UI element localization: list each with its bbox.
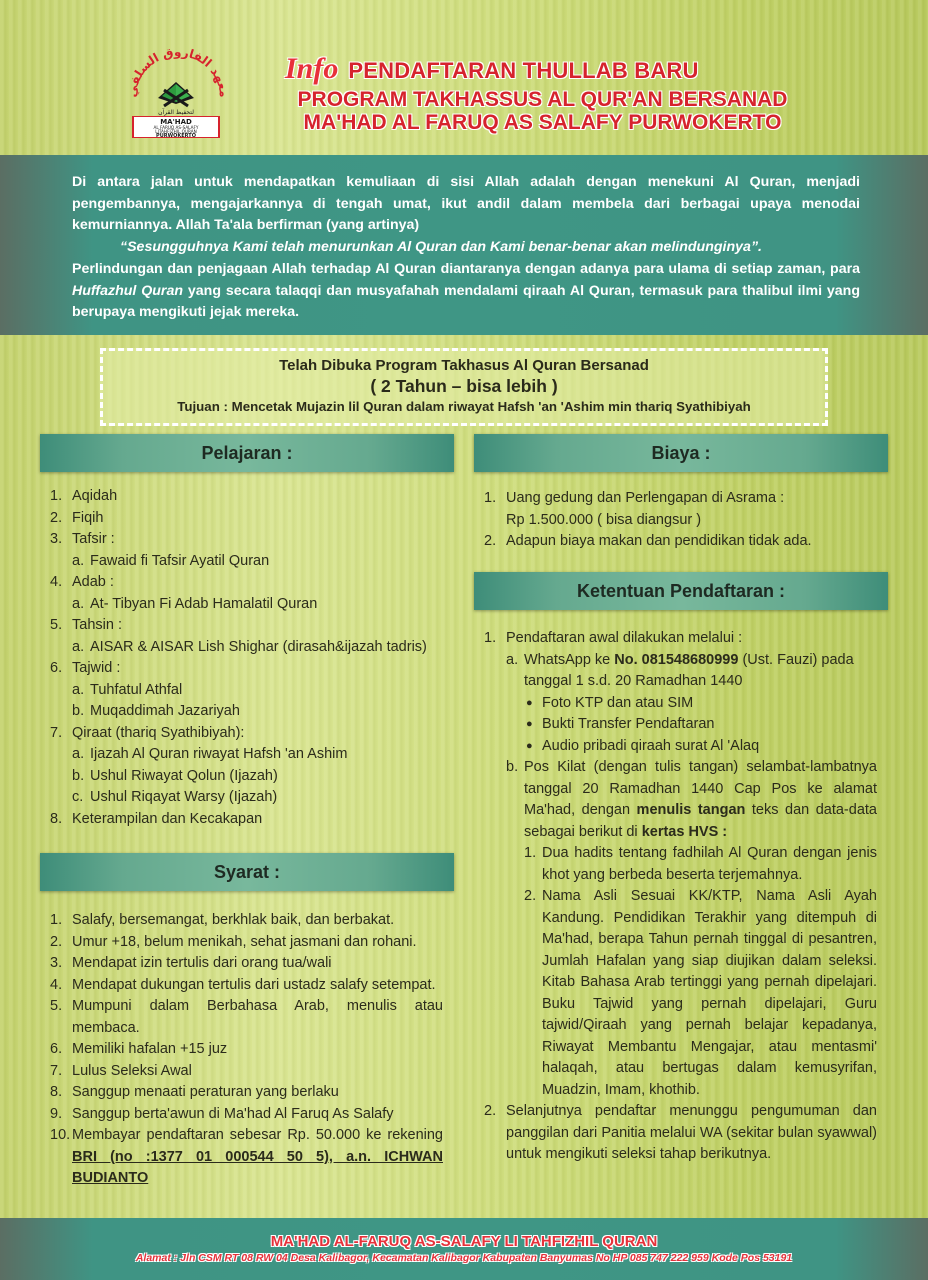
whatsapp-text-b: (Ust. Fauzi) pada tanggal 1 s.d. 20 Ramadhan 1440 <box>524 651 854 689</box>
requirement-bullet: ● Foto KTP dan atau SIM <box>524 693 877 715</box>
ketentuan-pos <box>506 757 877 1101</box>
pelajaran-item-text: Adab : <box>72 574 114 590</box>
program-goal: Tujuan : Mencetak Mujazin lil Quran dalam riwayat Hafsh 'an 'Ashim min thariq Syathibiyah <box>177 399 751 414</box>
program-announcement <box>100 348 828 426</box>
syarat-item-10 <box>50 1125 443 1190</box>
pelajaran-subitem-letter: a. <box>72 595 85 612</box>
pelajaran-item-number: 3. <box>50 531 63 547</box>
pelajaran-subitem <box>72 744 450 766</box>
syarat-item <box>50 910 443 932</box>
logo-line3: LITAHFIZHIL QURAN <box>155 129 197 134</box>
pelajaran-subitem-letter: c. <box>72 789 84 805</box>
ketentuan-item-1-text: Pendaftaran awal dilakukan melalui : <box>506 630 743 646</box>
pelajaran-sublist <box>72 551 450 573</box>
whatsapp-number: No. 081548680999 <box>614 651 739 668</box>
pelajaran-subitem-letter: a. <box>72 746 85 762</box>
biaya-list <box>484 488 884 553</box>
syarat-item <box>50 932 443 954</box>
header-title-row <box>285 48 815 84</box>
pos-item <box>524 886 877 1101</box>
pelajaran-subitem-text: At- Tibyan Fi Adab Hamalatil Quran <box>90 595 318 612</box>
whatsapp-letter: a. <box>506 651 519 668</box>
pelajaran-subitem <box>72 701 450 723</box>
header-mahad: MA'HAD AL FARUQ AS SALAFY PURWOKERTO <box>303 111 782 134</box>
syarat-heading: Syarat : <box>213 861 281 882</box>
pelajaran-item <box>50 658 450 723</box>
bank-account: BRI (no :1377 01 000544 50 5), a.n. ICHWAN BUDIANTO <box>72 1148 443 1186</box>
ketentuan-list <box>484 628 877 1166</box>
requirement-bullet: ● Bukti Transfer Pendaftaran <box>524 714 877 736</box>
pelajaran-item <box>50 529 450 572</box>
syarat-item-number: 6. <box>50 1041 63 1057</box>
pelajaran-heading: Pelajaran : <box>201 442 293 463</box>
footer-name: MA'HAD AL-FARUQ AS-SALAFY LI TAHFIZHIL QURAN <box>270 1233 658 1250</box>
ketentuan-item-1-number: 1. <box>484 630 497 646</box>
footer-address: Alamat : Jln CSM RT 08 RW 04 Desa Kalibagor, Kecamatan Kalibagor Kabupaten Banyumas No HP 085 747 222 959 Kode Pos 53191 <box>135 1252 793 1264</box>
mahad-logo <box>118 38 234 138</box>
footer <box>0 1218 928 1280</box>
pos-item-text: Dua hadits tentang fadhilah Al Quran dengan jenis khot yang berbeda beserta terjemahnya. <box>542 845 877 883</box>
program-line1: Telah Dibuka Program Takhasus Al Quran Bersanad <box>279 357 649 374</box>
pelajaran-sublist <box>72 594 450 616</box>
pelajaran-subitem-text: AISAR & AISAR Lish Shighar (dirasah&ijazah tadris) <box>90 638 427 655</box>
header-subtitle <box>250 88 835 134</box>
pelajaran-item-number: 7. <box>50 724 63 741</box>
syarat-item <box>50 975 443 997</box>
pelajaran-subitem-letter: a. <box>72 552 85 569</box>
pelajaran-item-number: 4. <box>50 574 63 590</box>
syarat-item <box>50 1061 443 1083</box>
biaya-item-number: 2. <box>484 533 497 549</box>
syarat-item-number: 5. <box>50 998 63 1014</box>
pos-item-text: Nama Asli Sesuai KK/KTP, Nama Asli Ayah Kandung. Pendidikan Terakhir yang ditempuh di Ma'had, berapa Tahun pernah tinggal di pesantren, Jumlah Hafalan yang siap diujikan dalam seleksi. Kitab Bahasa Arab tertinggi yang pernah dipelajari. Buku Tajwid yang pernah dipelajari, Guru tajwid/Qiraah yang pernah belajar kepadanya, Riwayat Membantu Mengajar, atau mentasmi' halaqah, atau bertugas dalam kemusyrifan, Muadzin, Imam, khothib. <box>542 888 877 1098</box>
pos-item <box>524 843 877 886</box>
program-duration: ( 2 Tahun – bisa lebih ) <box>370 376 558 396</box>
biaya-item <box>484 488 884 531</box>
syarat-item-number: 2. <box>50 933 63 950</box>
header-program: PROGRAM TAKHASSUS AL QUR'AN BERSANAD <box>297 88 788 111</box>
syarat-item-text: Lulus Seleksi Awal <box>72 1062 192 1079</box>
intro-p2-end: yang secara talaqqi dan musyafahah mendalami qiraah Al Quran, termasuk para thalibul ilmi yang berupaya mengikuti jejak mereka. <box>72 282 860 321</box>
pelajaran-item-text: Tahsin : <box>72 617 122 633</box>
intro-paragraph-2 <box>72 259 860 324</box>
requirement-bullet: ● Audio pribadi qiraah surat Al 'Alaq <box>524 736 877 758</box>
pelajaran-item-number: 2. <box>50 509 63 526</box>
ketentuan-item-1 <box>484 628 877 1101</box>
header-title: PENDAFTARAN THULLAB BARU <box>348 58 699 83</box>
pos-bold-1: menulis tangan <box>636 802 746 818</box>
pelajaran-subitem-text: Ushul Riwayat Qolun (Ijazah) <box>90 767 278 784</box>
syarat-item <box>50 953 443 975</box>
syarat-item-number: 1. <box>50 912 63 928</box>
pelajaran-subitem <box>72 594 450 616</box>
pelajaran-item-text: Fiqih <box>72 509 104 526</box>
syarat-item-number: 9. <box>50 1105 63 1122</box>
pelajaran-subitem <box>72 766 450 788</box>
syarat-item <box>50 1082 443 1104</box>
pelajaran-item-text: Aqidah <box>72 488 118 504</box>
ketentuan-item-2-text: Selanjutnya pendaftar menunggu pengumuman dan panggilan dari Panitia melalui WA (sekitar bulan syawwal) untuk mengikuti seleksi tahap berikutnya. <box>506 1103 877 1162</box>
pos-text-a: Pos Kilat (dengan tulis tangan) selambat-lambatnya tanggal 20 Ramadhan 1440 Cap Pos ke alamat Ma'had, dengan <box>524 759 877 818</box>
pelajaran-subitem <box>72 637 450 659</box>
pelajaran-item-text: Qiraat (thariq Syathibiyah): <box>72 724 245 741</box>
pelajaran-subitem-text: Ijazah Al Quran riwayat Hafsh 'an Ashim <box>90 746 348 762</box>
logo-line4: PURWOKERTO <box>156 133 196 138</box>
biaya-heading: Biaya : <box>651 442 711 463</box>
pelajaran-sublist <box>72 680 450 723</box>
pelajaran-item-number: 1. <box>50 488 63 504</box>
pelajaran-item-number: 6. <box>50 660 63 676</box>
pelajaran-subitem-letter: a. <box>72 638 85 655</box>
syarat-item-text: Umur +18, belum menikah, sehat jasmani dan rohani. <box>72 933 417 950</box>
pelajaran-item <box>50 615 450 658</box>
syarat-item <box>50 996 443 1039</box>
syarat-item <box>50 1039 443 1061</box>
pelajaran-item-text: Tafsir : <box>72 531 115 547</box>
intro-text <box>72 172 860 324</box>
biaya-header <box>474 434 888 472</box>
ketentuan-header <box>474 572 888 610</box>
pelajaran-item <box>50 809 450 831</box>
syarat-item-number: 3. <box>50 955 63 971</box>
syarat-item-10-number: 10. <box>50 1127 71 1143</box>
pelajaran-item <box>50 572 450 615</box>
syarat-header <box>40 853 454 891</box>
whatsapp-text-a: WhatsApp ke <box>524 651 615 668</box>
pos-item-number: 1. <box>524 845 537 861</box>
ketentuan-item-2 <box>484 1101 877 1166</box>
syarat-item-number: 8. <box>50 1084 63 1100</box>
intro-p2-start: Perlindungan dan penjagaan Allah terhadap Al Quran diantaranya dengan adanya para ulama di setiap zaman, para <box>72 260 860 277</box>
pos-text-b: teks dan data-data sebagai berikut di <box>524 802 877 840</box>
pelajaran-item-text: Tajwid : <box>72 660 121 676</box>
pelajaran-list <box>50 486 450 830</box>
syarat-item-text: Salafy, bersemangat, berkhlak baik, dan berbakat. <box>72 912 395 928</box>
syarat-item-text: Mendapat izin tertulis dari orang tua/wali <box>72 955 332 971</box>
pelajaran-subitem-text: Ushul Riqayat Warsy (Ijazah) <box>90 789 278 805</box>
pelajaran-subitem-text: Muqaddimah Jazariyah <box>90 703 240 719</box>
pelajaran-item-text: Keterampilan dan Kecakapan <box>72 810 263 827</box>
logo-arabic-sub: لتحفيظ القرآن <box>158 109 194 116</box>
intro-quote: “Sesungguhnya Kami telah menurunkan Al Quran dan Kami benar-benar akan melindunginya”. <box>120 239 762 256</box>
logo-emblem <box>118 38 234 138</box>
intro-p2-emphasis: Huffazhul Quran <box>72 282 184 299</box>
pelajaran-sublist <box>72 744 450 809</box>
info-label: Info <box>285 52 339 85</box>
pelajaran-subitem <box>72 680 450 702</box>
syarat-item-text: Mumpuni dalam Berbahasa Arab, menulis atau membaca. <box>72 998 443 1036</box>
pelajaran-subitem-letter: a. <box>72 681 85 698</box>
pelajaran-subitem <box>72 787 450 809</box>
pos-item-number: 2. <box>524 888 537 904</box>
syarat-item-number: 4. <box>50 976 63 993</box>
biaya-item-number: 1. <box>484 490 497 506</box>
ketentuan-heading: Ketentuan Pendaftaran : <box>576 580 786 601</box>
syarat-item <box>50 1104 443 1126</box>
biaya-item-text: Uang gedung dan Perlengapan di Asrama : <box>506 490 785 506</box>
syarat-item-text: Sanggup menaati peraturan yang berlaku <box>72 1084 339 1100</box>
syarat-item-text: Sanggup berta'awun di Ma'had Al Faruq As Salafy <box>72 1105 394 1122</box>
pelajaran-subitem-text: Tuhfatul Athfal <box>90 681 183 698</box>
ketentuan-item-2-number: 2. <box>484 1103 497 1119</box>
biaya-item-amount: Rp 1.500.000 ( bisa diangsur ) <box>506 511 702 528</box>
pelajaran-item <box>50 723 450 809</box>
pelajaran-subitem-letter: b. <box>72 767 85 784</box>
ketentuan-whatsapp <box>506 650 877 758</box>
pelajaran-item <box>50 486 450 508</box>
pelajaran-item <box>50 508 450 530</box>
pelajaran-subitem-text: Fawaid fi Tafsir Ayatil Quran <box>90 552 270 569</box>
pelajaran-subitem <box>72 551 450 573</box>
syarat-list <box>50 910 443 1190</box>
pelajaran-item-number: 8. <box>50 810 63 827</box>
logo-line2: AL FARUQ AS-SALAFY <box>153 125 199 130</box>
syarat-item-number: 7. <box>50 1062 63 1079</box>
logo-arabic-arc: معهد الفاروق السلفي <box>124 44 232 99</box>
syarat-item-text: Mendapat dukungan tertulis dari ustadz salafy setempat. <box>72 976 436 993</box>
pos-letter: b. <box>506 759 519 775</box>
pelajaran-header <box>40 434 454 472</box>
intro-paragraph-1: Di antara jalan untuk mendapatkan kemuliaan di sisi Allah adalah dengan menekuni Al Quran, menjadi pengembannya, mengajarkannya di tengah umat, ikut andil dalam membela dari berbagai upaya menodai kemurniannya. Allah Ta'ala berfirman (yang artinya) <box>72 174 860 234</box>
syarat-item-text: Memiliki hafalan +15 juz <box>72 1041 228 1057</box>
pelajaran-sublist <box>72 637 450 659</box>
syarat-item-10-text: Membayar pendaftaran sebesar Rp. 50.000 ke rekening <box>72 1127 443 1143</box>
biaya-item-text: Adapun biaya makan dan pendidikan tidak ada. <box>506 533 812 549</box>
pos-bold-2: kertas HVS : <box>641 823 728 840</box>
pelajaran-item-number: 5. <box>50 617 63 633</box>
pelajaran-subitem-letter: b. <box>72 703 85 719</box>
biaya-item <box>484 531 884 553</box>
logo-line1: MA'HAD <box>160 118 192 126</box>
